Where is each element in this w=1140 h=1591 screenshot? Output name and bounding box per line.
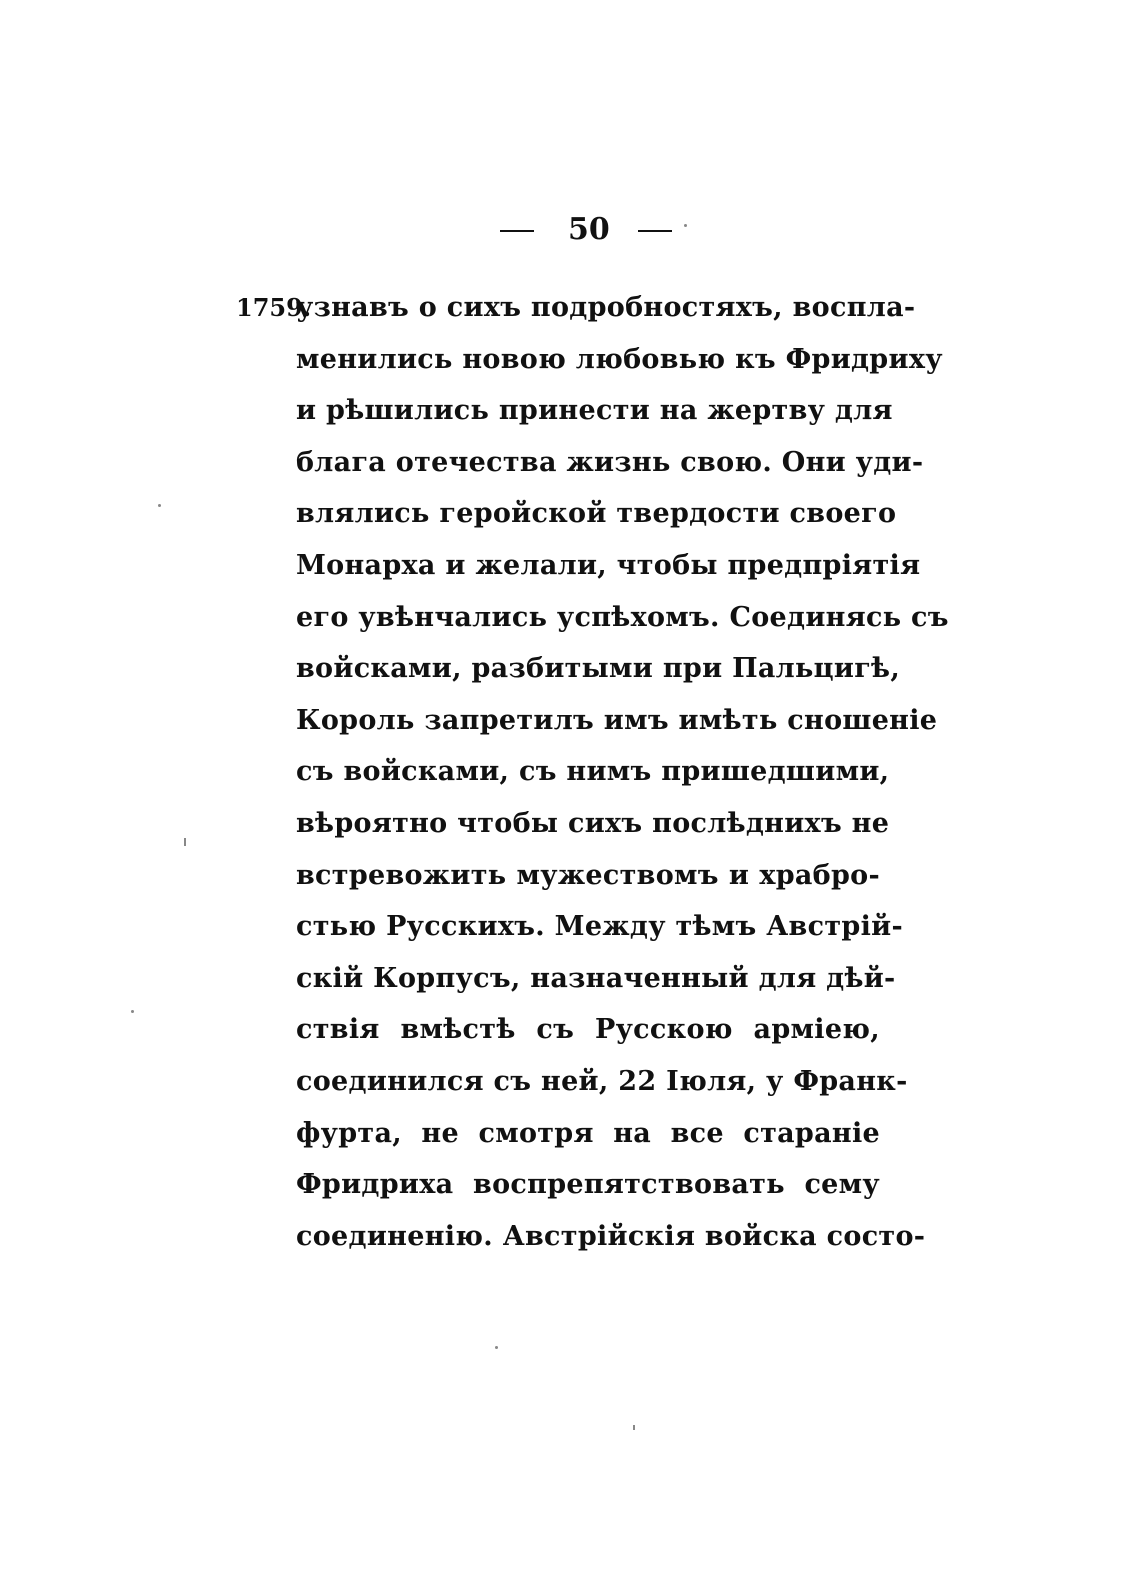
text-line: стью Русскихъ. Между тѣмъ Австрій- — [296, 911, 903, 943]
body-text — [296, 286, 949, 1266]
text-line: и рѣшились принести на жертву для — [296, 395, 893, 427]
scan-speck — [158, 504, 161, 507]
text-line: соединенію. Австрійскія войска состо- — [296, 1220, 926, 1252]
scan-speck — [131, 1010, 134, 1013]
scan-speck — [684, 224, 687, 227]
text-line: Король запретилъ имъ имѣть сношеніе — [296, 704, 938, 736]
text-line: встревожить мужествомъ и храбро- — [296, 859, 880, 891]
text-line: менились новою любовью къ Фридриху — [296, 343, 943, 375]
left-dash — [500, 230, 534, 232]
text-line: фурта, не смотря на все стараніе — [296, 1117, 880, 1149]
text-line: съ войсками, съ нимъ пришедшими, — [296, 756, 890, 788]
scan-speck — [633, 1425, 635, 1430]
text-line: Монарха и желали, чтобы предпріятія — [296, 549, 921, 581]
text-line: вѣроятно чтобы сихъ послѣднихъ не — [296, 807, 890, 839]
right-dash — [638, 230, 672, 232]
text-line: скій Корпусъ, назначенный для дѣй- — [296, 962, 896, 994]
margin-year-note: 1759. — [236, 293, 312, 322]
text-line: Фридриха воспрепятствовать сему — [296, 1169, 880, 1201]
text-line: соединился съ ней, 22 Іюля, у Франк- — [296, 1065, 908, 1097]
text-line: влялись геройской твердости своего — [296, 498, 897, 530]
text-line: блага отечества жизнь свою. Они уди- — [296, 446, 924, 478]
page-number: 50 — [568, 212, 610, 247]
text-line: ствія вмѣстѣ съ Русскою арміею, — [296, 1014, 880, 1046]
text-line: узнавъ о сихъ подробностяхъ, воспла- — [296, 292, 916, 323]
scan-speck — [184, 838, 186, 846]
text-line: его увѣнчались успѣхомъ. Соединясь съ — [296, 601, 949, 633]
scan-speck — [495, 1346, 498, 1349]
page-number-header — [500, 208, 700, 252]
text-line: войсками, разбитыми при Пальцигѣ, — [296, 653, 901, 685]
